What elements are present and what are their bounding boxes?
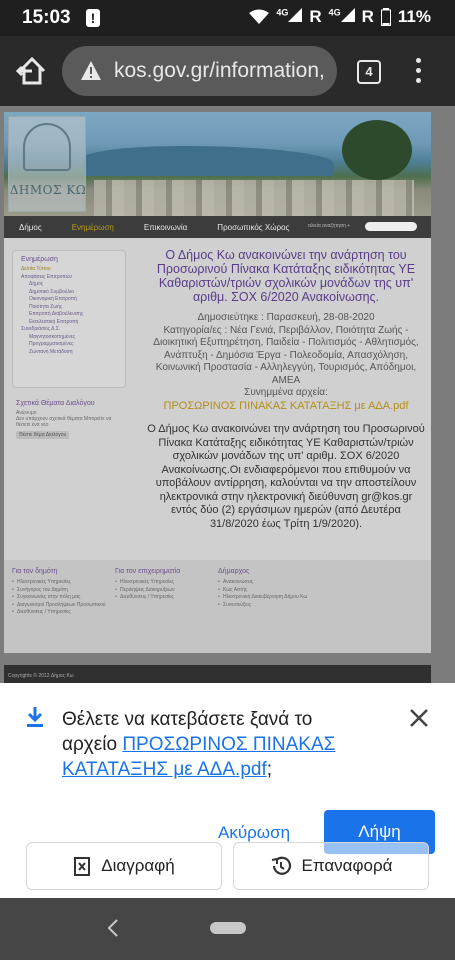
related-text: Δεν υπάρχουν σχετικά θέματα Μπορείτε να θέσετε ένα νέο <box>16 416 112 428</box>
related-header: Σχετικά Θέματα Διαλόγου <box>16 400 95 407</box>
cancel-button[interactable]: Ακύρωση <box>218 823 291 842</box>
sidebar-header: Ενημέρωση <box>21 256 58 263</box>
tab-switcher-button[interactable]: 4 <box>357 60 381 84</box>
restore-history-icon <box>270 855 292 877</box>
download-prompt-end: ; <box>266 759 273 780</box>
site-search-input[interactable] <box>365 222 417 231</box>
sidebar-item[interactable]: Προγραμματισμένες <box>29 341 74 347</box>
footer-gap <box>4 653 431 665</box>
sidebar-item[interactable]: Συνεδριάσεις Δ.Σ. <box>21 326 61 332</box>
close-icon[interactable] <box>408 707 430 729</box>
search-label: αλιεία αναζήτηση + <box>308 223 351 229</box>
network-type-2: 4G <box>328 7 341 18</box>
sidebar-item[interactable]: Μαγνητοσκοπημένες <box>29 333 76 340</box>
clock: 15:03 <box>22 7 71 28</box>
site-banner <box>4 112 431 216</box>
sidebar-item[interactable]: Δελτία Τύπου <box>21 266 51 272</box>
sidebar-item[interactable]: Επιτροπή Διαβούλευσης <box>29 311 84 317</box>
banner-ruins <box>94 180 414 216</box>
copyright: Copyrights © 2012 Δήμος Κω <box>4 665 431 683</box>
sidebar-item[interactable]: Δήμος <box>29 281 44 287</box>
nav-item-prosopikos-choros[interactable]: Προσωπικός Χώρος <box>217 222 290 232</box>
home-icon[interactable] <box>16 56 48 86</box>
battery-percent: 11% <box>397 7 431 26</box>
webpage <box>0 106 455 683</box>
delete-button[interactable] <box>26 842 222 890</box>
footer-link[interactable]: • Ηλεκτρονική Διακυβέρνηση Δήμου Κω <box>218 594 321 600</box>
nav-item-enimerosi[interactable]: Ενημέρωση <box>71 222 114 232</box>
article <box>147 248 425 531</box>
download-file-link[interactable]: ΠΡΟΣΩΡΙΝΟΣ ΠΙΝΑΚΑΣ ΚΑΤΑΤΑΞΗΣ με ΑΔΑ.pdf <box>62 734 336 780</box>
signal-icon-2 <box>329 7 355 27</box>
battery-icon <box>381 8 391 26</box>
article-categories: Κατηγορία/ες : Νέα Γενιά, Περιβάλλον, Ποιότητα Ζωής - Διοικητική Εξυπηρέτηση, Παιδεία - Πολιτισμός - Αθλητισμός, Ανάπτυξη - Δημόσια Έργα - Πολεοδομία, Απασχόληση, Κοινωνική Προστασία - Αλληλεγγύη, Τουρισμός, Απόδημοι, ΑΜΕΑ <box>153 324 419 386</box>
overflow-menu-icon[interactable] <box>412 58 424 86</box>
footer-header: Δήμαρχος <box>218 568 250 575</box>
download-prompt-text: Θέλετε να κατεβάσετε ξανά το αρχείο <box>62 709 313 755</box>
roaming-indicator-2: R <box>361 7 374 26</box>
footer-link[interactable]: • Ανακοινώσεις <box>218 579 321 585</box>
not-secure-warning-icon[interactable] <box>80 60 102 82</box>
sidebar-item[interactable]: Αποφάσεις Επιτροπών <box>21 273 73 280</box>
sidebar-item[interactable]: Ποιότητα Ζωής <box>29 303 63 310</box>
download-icon <box>24 705 46 729</box>
status-bar <box>0 0 455 36</box>
footer-link[interactable]: • Ηλεκτρονικές Υπηρεσίες <box>115 579 218 585</box>
footer-header: Για τον επιχειρηματία <box>115 568 181 575</box>
footer-link[interactable]: • Περιλήψεις Διακηρύξεων <box>115 587 218 593</box>
system-nav-bar <box>0 898 455 960</box>
status-icons <box>249 7 431 27</box>
footer-link[interactable]: • Συνεντεύξεις <box>218 602 321 608</box>
footer-link[interactable]: • Συνήγορος του Δημότη <box>12 587 115 593</box>
delete-label: Διαγραφή <box>101 856 175 875</box>
download-button[interactable]: Λήψη <box>324 810 435 854</box>
site-nav <box>4 216 431 238</box>
url-text[interactable]: kos.gov.gr/information, <box>114 59 325 82</box>
article-title: Ο Δήμος Κω ανακοινώνει την ανάρτηση του Προσωρινού Πίνακα Κατάταξης ειδικότητας ΥΕ Καθαριστών/τριών σχολικών μονάδων της υπ' αριθμ. ΣΟΧ 6/2020 Ανακοίνωσης. <box>156 248 416 304</box>
footer-link[interactable]: • Συγκοινωνίες στην πόλη μας <box>12 594 115 600</box>
footer-link[interactable]: • Διαγωνισμοί Προσλήψεων Προσωπικού <box>12 602 115 608</box>
nav-item-epikoinonia[interactable]: Επικοινωνία <box>143 222 188 232</box>
footer-column-dimarchos <box>218 568 321 645</box>
download-prompt <box>62 707 362 782</box>
footer-link[interactable]: • Διευθύνσεις / Υπηρεσίες <box>12 609 115 615</box>
site-content <box>4 238 431 560</box>
sidebar-item[interactable]: Οικονομική Επιτροπή <box>29 296 77 302</box>
nav-item-dimos[interactable]: Δήμος <box>19 222 42 232</box>
address-bar[interactable] <box>62 46 337 96</box>
site-footer <box>4 560 431 653</box>
signal-icon-1 <box>276 7 302 27</box>
article-meta <box>147 312 425 413</box>
footer-link[interactable]: • Διευθύνσεις / Υπηρεσίες <box>115 594 218 600</box>
roaming-indicator-1: R <box>309 7 322 26</box>
logo-text: ΔΗΜΟΣ ΚΩ <box>9 183 87 197</box>
back-icon[interactable] <box>104 916 122 940</box>
delete-icon <box>73 856 91 876</box>
restore-label: Επαναφορά <box>301 856 393 875</box>
sidebar-item[interactable]: Ζωντανή Μετάδοση <box>29 348 73 355</box>
article-published: Δημοσιεύτηκε : Παρασκευή, 28-08-2020 <box>197 312 375 323</box>
footer-column-dimotis <box>12 568 115 645</box>
attachments-label: Συνημμένα αρχεία: <box>244 387 328 398</box>
footer-column-epicheirimatias <box>115 568 218 645</box>
attachment-link[interactable]: ΠΡΟΣΩΡΙΝΟΣ ΠΙΝΑΚΑΣ ΚΑΤΑΤΑΞΗΣ με ΑΔΑ.pdf <box>163 400 409 412</box>
restore-button[interactable] <box>233 842 429 890</box>
banner-sea <box>84 146 334 176</box>
article-body: Ο Δήμος Κω ανακοινώνει την ανάρτηση του Προσωρινού Πίνακα Κατάταξης ειδικότητας ΥΕ Καθαριστών/τριών σχολικών μονάδων της υπ' αριθμ. ΣΟΧ 6/2020 Ανακοίνωσης.Οι ενδιαφερόμενοι που επιθυμούν να υποβάλουν αντίρρηση, καλούνται να την αποστείλουν ηλεκτρονικά στην ηλεκτρονική διεύθυνση gr@kos.gr εντός δύο (2) εργάσιμων ημερών (από Δευτέρα 31/8/2020 έως Τρίτη 1/9/2020). <box>147 423 425 530</box>
footer-header: Για τον δημότη <box>12 568 58 575</box>
site-logo[interactable] <box>8 116 86 212</box>
home-pill[interactable] <box>210 922 246 934</box>
footer-link[interactable]: • Ηλεκτρονικές Υπηρεσίες <box>12 579 115 585</box>
site-container <box>4 112 431 683</box>
related-user: Ανώνυμο <box>16 410 37 416</box>
new-topic-button[interactable]: Θέστε θέμα Διαλόγου <box>16 431 69 439</box>
sidebar-menu <box>12 250 126 388</box>
footer-link[interactable]: • Κως Αστής <box>218 587 321 593</box>
sidebar-item[interactable]: Εκτελεστική Επιτροπή <box>29 318 79 325</box>
browser-toolbar <box>0 36 455 106</box>
banner-tree <box>342 120 412 180</box>
related-topics <box>16 400 126 439</box>
logo-arch-icon <box>23 123 71 171</box>
alert-notification-icon: ! <box>86 9 100 27</box>
network-type-1: 4G <box>276 7 289 18</box>
sidebar-item[interactable]: Δημοτικό Συμβούλιο <box>29 288 74 295</box>
wifi-icon <box>249 9 269 25</box>
